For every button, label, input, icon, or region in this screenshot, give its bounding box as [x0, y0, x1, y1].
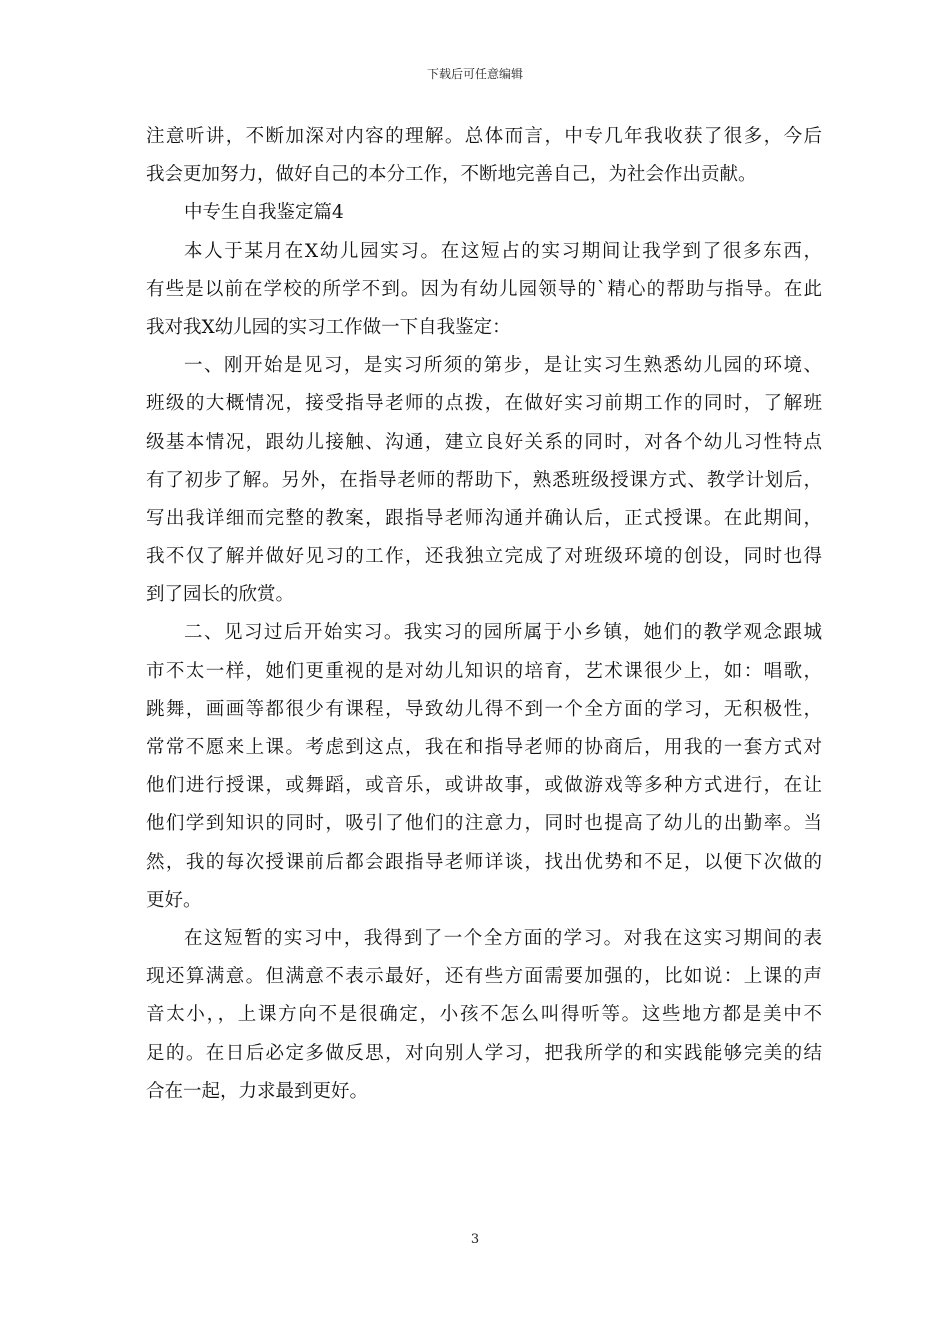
page-header [0, 66, 950, 82]
text-line: 现还算满意。但满意不表示最好，还有些方面需要加强的，比如说：上课的声 [146, 966, 822, 988]
text-line: 一、刚开始是见习，是实习所须的第步，是让实习生熟悉幼儿园的环境、 [184, 355, 822, 377]
text-line: 他们进行授课，或舞蹈，或音乐，或讲故事，或做游戏等多种方式进行，在让 [146, 775, 822, 797]
heading-line: 中专生自我鉴定篇4 [184, 202, 344, 224]
paragraph [146, 920, 822, 1111]
text-line: 我会更加努力，做好自己的本分工作，不断地完善自己，为社会作出贡献。 [146, 164, 757, 186]
section-heading [146, 194, 822, 232]
text-line: 他们学到知识的同时，吸引了他们的注意力，同时也提高了幼儿的出勤率。当 [146, 813, 822, 835]
text-line: 到了园长的欣赏。 [146, 584, 295, 606]
text-line: 音太小，，上课方向不是很确定，小孩不怎么叫得听等。这些地方都是美中不 [146, 1004, 822, 1026]
page-number-text: 3 [470, 1232, 480, 1247]
text-line: 注意听讲，不断加深对内容的理解。总体而言，中专几年我收获了很多，今后 [146, 126, 822, 147]
text-line: 足的。在日后必定多做反思，对向别人学习，把我所学的和实践能够完美的结 [146, 1042, 822, 1064]
paragraph [146, 614, 822, 920]
paragraph [146, 233, 822, 348]
text-line: 然，我的每次授课前后都会跟指导老师详谈，找出优势和不足，以便下次做的 [146, 851, 822, 873]
page-number [0, 1232, 950, 1248]
text-line: 更好。 [146, 889, 202, 911]
text-line: 级基本情况，跟幼儿接触、沟通，建立良好关系的同时，对各个幼儿习性特点 [146, 431, 822, 453]
text-line: 合在一起，力求最到更好。 [146, 1080, 369, 1102]
text-line: 常常不愿来上课。考虑到这点，我在和指导老师的协商后，用我的一套方式对 [146, 737, 822, 758]
text-line: 写出我详细而完整的教案，跟指导老师沟通并确认后，正式授课。在此期间， [146, 507, 822, 529]
paragraph [146, 347, 822, 614]
header-text: 下载后可任意编辑 [426, 67, 523, 81]
text-line: 我不仅了解并做好见习的工作，还我独立完成了对班级环境的创设，同时也得 [146, 546, 822, 568]
text-line: 二、见习过后开始实习。我实习的园所属于小乡镇，她们的教学观念跟城 [184, 622, 822, 644]
text-line: 我对我X幼儿园的实习工作做一下自我鉴定： [146, 316, 511, 338]
text-line: 班级的大概情况，接受指导老师的点拨，在做好实习前期工作的同时，了解班 [146, 393, 822, 415]
text-line: 在这短暂的实习中，我得到了一个全方面的学习。对我在这实习期间的表 [184, 927, 822, 949]
text-line: 跳舞，画画等都很少有课程，导致幼儿得不到一个全方面的学习，无积极性， [146, 698, 822, 720]
text-line: 有了初步了解。另外，在指导老师的帮助下，熟悉班级授课方式、教学计划后， [146, 469, 822, 491]
text-line: 本人于某月在X幼儿园实习。在这短占的实习期间让我学到了很多东西， [184, 240, 822, 262]
document-body [146, 118, 822, 1111]
text-line: 有些是以前在学校的所学不到。因为有幼儿园领导的`精心的帮助与指导。在此 [146, 278, 822, 300]
text-line: 市不太一样，她们更重视的是对幼儿知识的培育，艺术课很少上，如：唱歌， [146, 660, 822, 682]
paragraph [146, 118, 822, 194]
